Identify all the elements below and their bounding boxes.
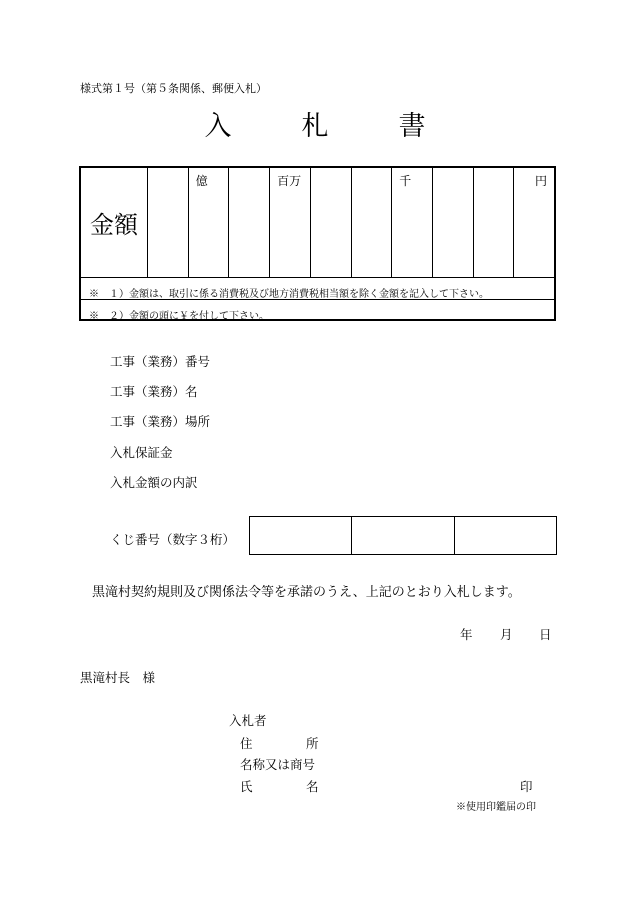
amount-digit-row [81, 168, 554, 278]
amount-digit-cell[interactable] [514, 168, 554, 277]
date-day: 日 [539, 627, 552, 642]
title-char-1: 入 [204, 111, 232, 142]
amount-digit-cell[interactable] [433, 168, 474, 277]
addressee: 黒滝村長 様 [80, 670, 156, 685]
amount-digit-cell[interactable] [189, 168, 230, 277]
bidder-name-label-1: 氏 [240, 779, 253, 794]
title-char-2: 札 [301, 111, 329, 142]
amount-digit-cell[interactable] [352, 168, 393, 277]
lottery-digit-cell[interactable] [455, 517, 556, 554]
amount-table [79, 166, 556, 321]
date-year: 年 [460, 627, 473, 642]
date-month: 月 [500, 627, 513, 642]
lottery-digit-cell[interactable] [352, 517, 454, 554]
amount-label: 金額 [81, 168, 148, 277]
amount-digit-cell[interactable] [392, 168, 433, 277]
field-project-name: 工事（業務）名 [110, 384, 198, 399]
bidder-heading: 入札者 [229, 713, 267, 728]
field-bid-breakdown: 入札金額の内訳 [110, 475, 198, 490]
lottery-digit-cell[interactable] [250, 517, 352, 554]
unit-hyakuman: 百万 [277, 174, 302, 188]
title-char-3: 書 [398, 111, 426, 142]
field-project-number: 工事（業務）番号 [110, 354, 211, 369]
bidder-address-label-1: 住 [240, 736, 253, 751]
pledge-statement: 黒滝村契約規則及び関係法令等を承諾のうえ、上記のとおり入札します。 [92, 585, 521, 600]
field-project-location: 工事（業務）場所 [110, 414, 211, 429]
seal-mark: 印 [520, 779, 533, 794]
bidder-address-label-2: 所 [306, 736, 319, 751]
amount-note-2: ※ ２）金額の頭に￥を付して下さい。 [89, 311, 269, 322]
lottery-number-boxes [249, 516, 557, 555]
note-divider [81, 299, 554, 300]
seal-note: ※使用印鑑届の印 [456, 802, 536, 813]
unit-en: 円 [535, 174, 548, 188]
bidder-name-label-2: 名 [306, 779, 319, 794]
amount-digit-cell[interactable] [229, 168, 270, 277]
document-title [0, 104, 630, 143]
form-number: 様式第１号（第５条関係、郵便入札） [80, 82, 267, 95]
amount-note-1: ※ １）金額は、取引に係る消費税及び地方消費税相当額を除く金額を記入して下さい。 [89, 289, 489, 300]
unit-oku: 億 [195, 174, 208, 188]
field-bid-deposit: 入札保証金 [110, 445, 173, 460]
unit-sen: 千 [399, 174, 412, 188]
amount-digit-cell[interactable] [270, 168, 311, 277]
bidder-company-label: 名称又は商号 [240, 757, 316, 772]
amount-digit-cell[interactable] [474, 168, 515, 277]
amount-digit-cell[interactable] [311, 168, 352, 277]
amount-digit-cell[interactable] [148, 168, 189, 277]
lottery-number-label: くじ番号（数字３桁） [110, 532, 236, 547]
